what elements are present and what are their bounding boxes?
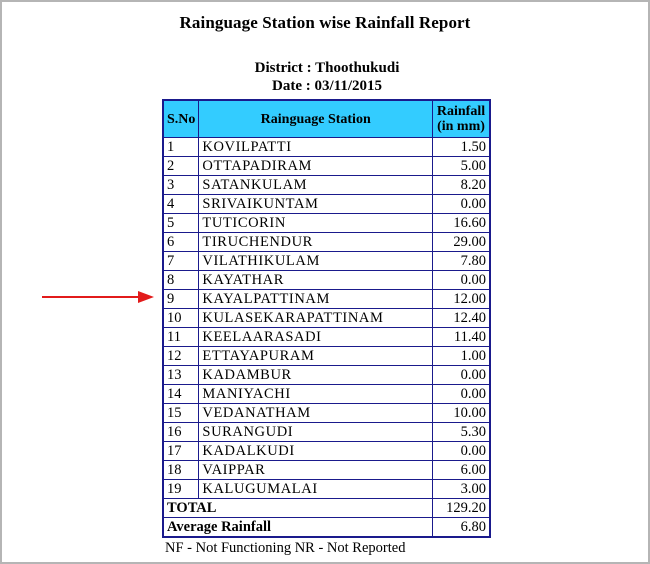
cell-rainfall: 0.00 [433,385,491,404]
cell-rainfall: 12.40 [433,309,491,328]
cell-station: KEELAARASADI [199,328,433,347]
cell-station: KAYATHAR [199,271,433,290]
header-sno: S.No [163,100,199,138]
rainfall-table [162,99,491,538]
cell-station: VEDANATHAM [199,404,433,423]
cell-sno: 13 [163,366,199,385]
table-row [163,195,490,214]
cell-station: TIRUCHENDUR [199,233,433,252]
cell-sno: 14 [163,385,199,404]
cell-rainfall: 0.00 [433,195,491,214]
cell-station: KULASEKARAPATTINAM [199,309,433,328]
cell-station: KALUGUMALAI [199,480,433,499]
cell-sno: 3 [163,176,199,195]
header-rainfall-line2: (in mm) [437,119,485,134]
cell-station: SRIVAIKUNTAM [199,195,433,214]
table-row [163,442,490,461]
cell-rainfall: 3.00 [433,480,491,499]
table-row [163,480,490,499]
cell-station: OTTAPADIRAM [199,157,433,176]
header-rainfall-line1: Rainfall [436,104,486,119]
cell-station: MANIYACHI [199,385,433,404]
table-row [163,214,490,233]
cell-sno: 17 [163,442,199,461]
cell-station: VILATHIKULAM [199,252,433,271]
table-row [163,138,490,157]
report-title: Rainguage Station wise Rainfall Report [179,13,471,32]
table-row [163,461,490,480]
cell-station: KOVILPATTI [199,138,433,157]
table-row [163,252,490,271]
cell-station: ETTAYAPURAM [199,347,433,366]
total-value: 129.20 [433,499,491,518]
cell-sno: 9 [163,290,199,309]
cell-sno: 16 [163,423,199,442]
cell-station: SURANGUDI [199,423,433,442]
table-header-row [163,100,490,138]
cell-sno: 11 [163,328,199,347]
cell-rainfall: 6.00 [433,461,491,480]
cell-rainfall: 5.00 [433,157,491,176]
cell-rainfall: 0.00 [433,442,491,461]
cell-rainfall: 1.50 [433,138,491,157]
table-row [163,157,490,176]
cell-station: SATANKULAM [199,176,433,195]
table-body [163,138,490,499]
cell-rainfall: 1.00 [433,347,491,366]
cell-rainfall: 8.20 [433,176,491,195]
table-row [163,233,490,252]
cell-sno: 7 [163,252,199,271]
cell-sno: 18 [163,461,199,480]
cell-rainfall: 0.00 [433,271,491,290]
header-station: Rainguage Station [199,100,433,138]
header-rainfall [433,100,491,138]
cell-sno: 12 [163,347,199,366]
cell-station: KADAMBUR [199,366,433,385]
cell-sno: 1 [163,138,199,157]
cell-rainfall: 7.80 [433,252,491,271]
cell-sno: 19 [163,480,199,499]
cell-rainfall: 12.00 [433,290,491,309]
cell-station: KADALKUDI [199,442,433,461]
average-label: Average Rainfall [163,518,433,538]
date-label: Date : 03/11/2015 [272,78,382,94]
cell-rainfall: 5.30 [433,423,491,442]
average-row [163,518,490,538]
cell-sno: 6 [163,233,199,252]
cell-rainfall: 11.40 [433,328,491,347]
table-row [163,290,490,309]
cell-rainfall: 0.00 [433,366,491,385]
cell-station: TUTICORIN [199,214,433,233]
average-value: 6.80 [433,518,491,538]
cell-rainfall: 16.60 [433,214,491,233]
cell-station: VAIPPAR [199,461,433,480]
cell-sno: 2 [163,157,199,176]
cell-sno: 10 [163,309,199,328]
red-arrow-icon [42,289,154,305]
cell-sno: 5 [163,214,199,233]
cell-sno: 15 [163,404,199,423]
table-row [163,347,490,366]
table-row [163,404,490,423]
footnote: NF - Not Functioning NR - Not Reported [165,540,406,556]
table-row [163,328,490,347]
cell-rainfall: 29.00 [433,233,491,252]
table-row [163,176,490,195]
cell-rainfall: 10.00 [433,404,491,423]
table-row [163,385,490,404]
cell-station: KAYALPATTINAM [199,290,433,309]
table-row [163,366,490,385]
district-label: District : Thoothukudi [254,60,400,76]
table-row [163,271,490,290]
cell-sno: 8 [163,271,199,290]
table-row [163,309,490,328]
cell-sno: 4 [163,195,199,214]
table-row [163,423,490,442]
total-label: TOTAL [163,499,433,518]
total-row [163,499,490,518]
